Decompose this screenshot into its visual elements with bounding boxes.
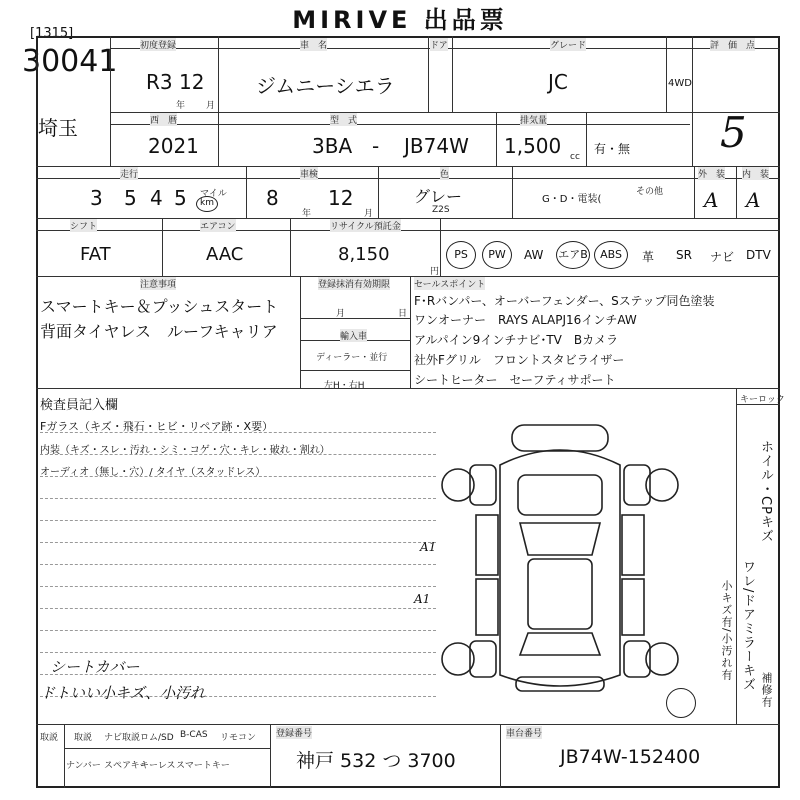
grade-value: JC xyxy=(548,70,568,94)
sales-point: シートヒーター セーフティサポート xyxy=(414,373,616,387)
rule xyxy=(110,36,111,166)
equip-sr: SR xyxy=(676,248,692,262)
rule xyxy=(40,498,436,499)
rule xyxy=(270,724,271,788)
equip-dtv: DTV xyxy=(746,248,771,262)
label-exterior: 外 装 xyxy=(698,167,725,180)
rule xyxy=(36,230,780,231)
score-value: 5 xyxy=(720,108,747,157)
cc-unit: cc xyxy=(570,152,580,162)
rule xyxy=(40,542,436,543)
reg-day: 日 xyxy=(398,309,408,319)
mileage-digit: 4 xyxy=(150,186,163,210)
label-displacement: 排気量 xyxy=(520,113,547,126)
equip-navi: ナビ xyxy=(710,250,735,264)
equip-label: スペアキー xyxy=(104,761,149,771)
equip-airbag: エアB xyxy=(556,241,590,269)
note-line: 背面タイヤレス ルーフキャリア xyxy=(40,322,278,341)
spare-tire xyxy=(666,688,696,718)
reg-month: 月 xyxy=(336,309,346,319)
label-interior: 内 装 xyxy=(742,167,769,180)
aircon-value: AAC xyxy=(206,244,244,265)
equip-label: ロム/SD xyxy=(140,733,174,743)
mile-unit: マイル xyxy=(200,189,227,199)
rule xyxy=(736,166,737,218)
rule xyxy=(36,166,780,167)
side-note: 補修有 xyxy=(760,672,773,708)
rule xyxy=(64,724,65,788)
color-value: グレー xyxy=(414,187,463,206)
interior-value: A xyxy=(746,188,761,212)
hood xyxy=(518,475,602,515)
side-note: 小キズ有/小汚れ有 xyxy=(720,580,733,681)
inspection-month-unit: 月 xyxy=(364,209,374,219)
equip-label: キーレス xyxy=(140,761,176,771)
handwritten-note: シートカバー xyxy=(50,658,140,676)
equip-label: スマートキー xyxy=(176,761,230,771)
label-aircon: エアコン xyxy=(200,219,236,232)
damage-mark: A1 xyxy=(420,540,437,554)
rule xyxy=(36,388,780,389)
label-chassis: 車台番号 xyxy=(506,726,542,739)
note-line: スマートキー＆プッシュスタート xyxy=(40,297,279,316)
front-right-door xyxy=(622,515,644,575)
front-left-door xyxy=(476,515,498,575)
inspection-month: 12 xyxy=(328,186,354,210)
rule xyxy=(290,218,291,276)
car-diagram xyxy=(440,405,680,705)
side-note: ホイル・CPキズ xyxy=(758,440,773,543)
inspector-line: 内装（キズ・スレ・汚れ・シミ・コゲ・穴・キレ・破れ・割れ） xyxy=(40,445,330,456)
rule xyxy=(40,630,436,631)
other-label: その他 xyxy=(636,187,664,197)
paint-options: G・D・電装( xyxy=(542,194,602,205)
rule xyxy=(500,724,501,788)
rule xyxy=(410,276,411,388)
exterior-value: A xyxy=(704,188,719,212)
rule xyxy=(736,388,737,724)
rule xyxy=(452,36,453,112)
mileage-digit: 3 xyxy=(90,186,103,210)
rule xyxy=(40,608,436,609)
equip-pw: PW xyxy=(482,241,512,269)
rule xyxy=(300,318,410,319)
label-car-name: 車 名 xyxy=(300,38,327,51)
sales-point: 社外Fグリル フロントスタビライザー xyxy=(414,353,625,367)
inspector-line: オーディオ（無し・穴）/ タイヤ（スタッドレス） xyxy=(40,467,266,478)
label-color: 色 xyxy=(440,167,449,180)
label-grade: グレード xyxy=(550,38,586,51)
rule xyxy=(40,476,436,477)
rule xyxy=(694,166,695,218)
yen-unit: 円 xyxy=(430,267,440,277)
handwritten-note: ドトいい小キズ、小汚れ xyxy=(40,684,206,702)
rear-right-door xyxy=(622,579,644,635)
model-value: JB74W xyxy=(404,134,469,158)
equip-label: ナンバー xyxy=(66,761,101,771)
rule xyxy=(246,166,247,218)
inspection-year-unit: 年 xyxy=(302,209,312,219)
rule xyxy=(40,652,436,653)
model-prefix: 3BA xyxy=(312,134,353,158)
label-recycle: リサイクル預託金 xyxy=(330,219,401,232)
inspector-line: Fガラス（キズ・飛石・ヒビ・リペア跡・X要） xyxy=(40,420,274,433)
rule xyxy=(40,432,436,433)
label-score: 評 価 点 xyxy=(710,38,755,51)
rule xyxy=(36,218,780,219)
chassis-value: JB74W-152400 xyxy=(560,746,701,768)
sales-point: ワンオーナー RAYS ALAPJ16インチAW xyxy=(414,313,637,327)
handle-option: 左H・右H xyxy=(324,381,365,391)
mileage-digit: 5 xyxy=(174,186,187,210)
equip-aw: AW xyxy=(524,248,544,262)
lot-code: [1315] xyxy=(30,26,74,41)
rule xyxy=(300,276,301,388)
rule xyxy=(586,112,587,166)
km-unit: km xyxy=(196,196,218,212)
rule xyxy=(300,370,410,371)
label-sales-points: セールスポイント xyxy=(414,277,485,290)
year-value: 2021 xyxy=(148,134,199,158)
rule xyxy=(36,724,780,725)
rule xyxy=(692,36,693,166)
sales-point: F･Rバンパー、オーバーフェンダー、Sステップ同色塗装 xyxy=(414,294,715,308)
equip-abs: ABS xyxy=(594,241,628,269)
displacement-value: 1,500 xyxy=(504,134,562,158)
rule xyxy=(64,748,270,749)
car-name-value: ジムニーシエラ xyxy=(256,74,395,98)
plate-value: 神戸 532 つ 3700 xyxy=(296,750,456,772)
rear-glass xyxy=(520,633,600,655)
ac-options: 有・無 xyxy=(594,142,631,156)
mileage-digit: 5 xyxy=(124,186,137,210)
label-model: 型 式 xyxy=(330,113,357,126)
year-unit: 年 xyxy=(176,101,186,111)
front-bumper xyxy=(512,425,608,451)
roof xyxy=(528,559,592,629)
equip-label: ナビ取説 xyxy=(104,733,141,743)
equip-label: B-CAS xyxy=(180,730,208,740)
rule xyxy=(512,166,513,218)
rule xyxy=(496,112,497,166)
rear-bumper xyxy=(516,677,604,691)
rear-left-door xyxy=(476,579,498,635)
equip-leather: 革 xyxy=(642,250,655,264)
rule xyxy=(428,36,429,112)
label-keylock: キーロック xyxy=(740,395,785,405)
rule xyxy=(162,218,163,276)
label-year: 西 暦 xyxy=(150,113,177,126)
label-import: 輸入車 xyxy=(340,329,367,342)
dealer-option: ディーラー・並行 xyxy=(316,353,388,363)
windshield xyxy=(520,523,600,555)
inspection-year: 8 xyxy=(266,186,279,210)
shift-value: FAT xyxy=(80,244,111,265)
rule xyxy=(40,520,436,521)
lot-number: 30041 xyxy=(22,44,118,79)
model-dash: - xyxy=(372,134,380,158)
drive-type: 4WD xyxy=(668,78,692,89)
label-notes: 注意事項 xyxy=(140,277,176,290)
label-inspection: 車検 xyxy=(300,167,318,180)
rule xyxy=(110,124,690,125)
label-shift: シフト xyxy=(70,219,97,232)
rule xyxy=(378,166,379,218)
label-first-reg: 初度登録 xyxy=(140,38,176,51)
equip-label: 取説 xyxy=(40,733,59,743)
rule xyxy=(110,112,780,113)
label-door: ドア xyxy=(430,38,448,51)
rule xyxy=(440,218,441,276)
first-reg-value: R3 12 xyxy=(146,70,205,94)
label-reg-expiry: 登録抹消有効期限 xyxy=(318,277,390,290)
label-plate: 登録番号 xyxy=(276,726,312,739)
side-note: ワレ/ドアミラーキズ xyxy=(740,560,755,692)
rule xyxy=(36,178,780,179)
rule xyxy=(40,454,436,455)
equip-label: リモコン xyxy=(220,733,257,743)
rule xyxy=(40,586,436,587)
rule xyxy=(40,564,436,565)
equip-label: 取説 xyxy=(74,733,93,743)
label-mileage: 走行 xyxy=(120,167,138,180)
damage-mark: A1 xyxy=(414,592,431,606)
form-title: MIRIVE 出品票 xyxy=(292,6,508,34)
rule xyxy=(218,36,219,166)
equip-ps: PS xyxy=(446,241,476,269)
rule xyxy=(666,36,667,112)
color-number: Z2S xyxy=(432,205,450,215)
recycle-value: 8,150 xyxy=(338,244,390,265)
label-inspector: 検査員記入欄 xyxy=(40,398,119,413)
month-unit: 月 xyxy=(206,101,216,111)
region: 埼玉 xyxy=(38,116,78,140)
sales-point: アルパイン9インチナビ･TV Bカメラ xyxy=(414,333,619,347)
